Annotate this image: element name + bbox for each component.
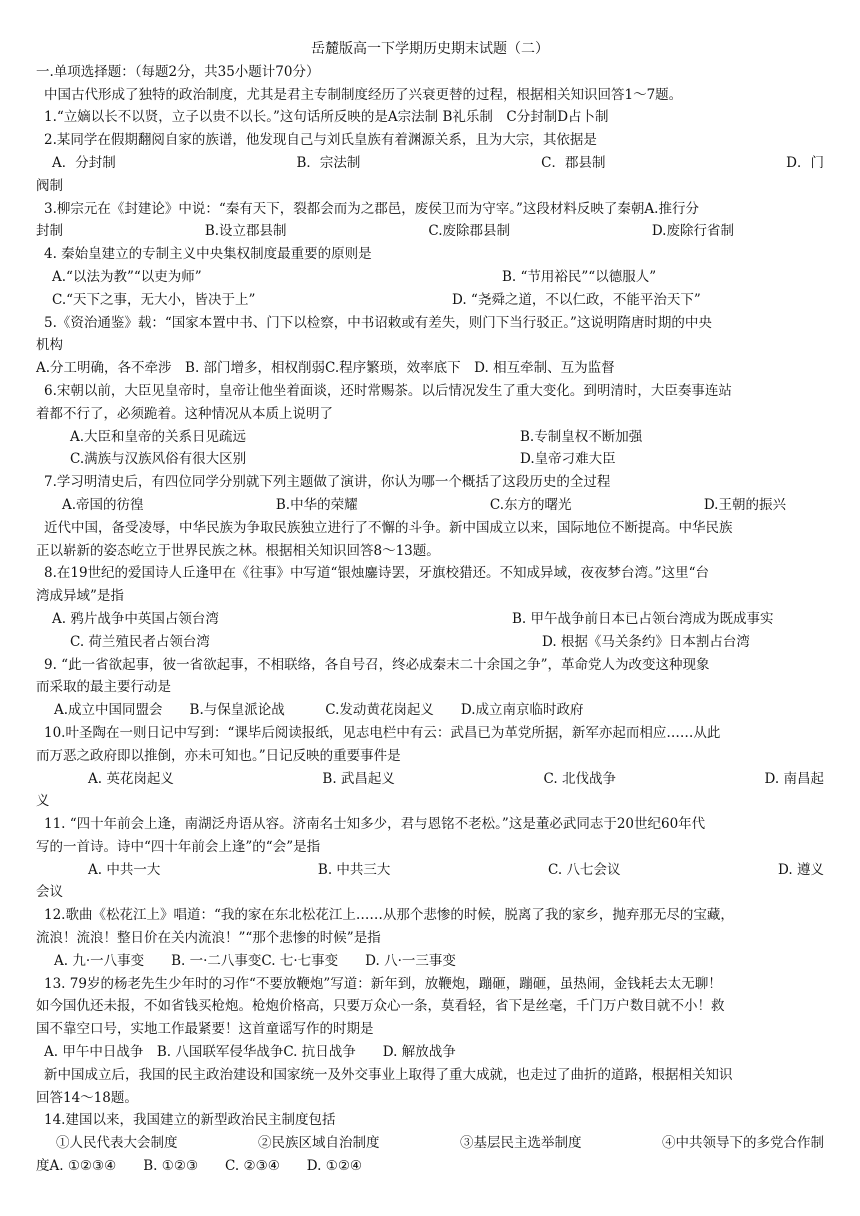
question-8-options-1 <box>36 608 824 631</box>
question-12-wrap: 流浪！流浪！整日价在关内流浪！”“那个悲惨的时候”是指 <box>36 930 381 947</box>
intro-text: 中国古代形成了独特的政治制度，尤其是君主专制制度经历了兴衰更替的过程，根据相关知识回答1～7题。 <box>44 86 683 103</box>
option-a: A. 英花岗起义 <box>88 770 174 787</box>
option-wrap: 阀制 <box>36 177 63 194</box>
option-c: C. 荷兰殖民者占领台湾 <box>70 633 210 650</box>
option-c: C.东方的曙光 <box>489 496 572 513</box>
option-b: B. 武昌起义 <box>322 770 395 787</box>
intro-text-wrap: 正以崭新的姿态屹立于世界民族之林。根据相关知识回答8～13题。 <box>36 542 440 559</box>
option-b: B. 甲午战争前日本已占领台湾成为既成事实 <box>512 610 774 627</box>
question-3: 3.柳宗元在《封建论》中说：“秦有天下，裂都会而为之郡邑，废侯卫而为守宰。”这段材料反映了秦朝A.推行分 <box>44 200 699 217</box>
option-b: B.设立郡县制 <box>204 223 287 240</box>
question-9-options: A.成立中国同盟会 B.与保皇派论战 C.发动黄花岗起义 D.成立南京临时政府 <box>54 702 584 719</box>
intro-text-wrap: 回答14～18题。 <box>36 1089 138 1106</box>
option-d: D.废除行省制 <box>651 223 734 240</box>
option-d: D.皇帝刁难大臣 <box>520 451 616 468</box>
option-d: D. 遵义 <box>778 861 824 878</box>
question-6-options-1 <box>36 426 824 449</box>
question-11-options <box>36 859 824 882</box>
option-d: D. 根据《马关条约》日本割占台湾 <box>542 633 750 650</box>
question-6-options-2 <box>36 448 824 471</box>
option-b: B.中华的荣耀 <box>275 496 358 513</box>
option-b: B. 中共三大 <box>317 861 391 878</box>
intro-text: 近代中国，备受凌辱，中华民族为争取民族独立进行了不懈的斗争。新中国成立以来，国际地位不断提高。中华民族 <box>44 519 733 536</box>
question-2: 2.某同学在假期翻阅自家的族谱，他发现自己与刘氏皇族有着渊源关系，且为大宗，其依据是 <box>44 132 597 149</box>
question-12: 12.歌曲《松花江上》唱道：“我的家在东北松花江上……从那个悲惨的时候，脱离了我的家乡，抛弃那无尽的宝藏， <box>44 907 734 924</box>
item-1: ①人民代表大会制度 <box>56 1135 178 1152</box>
option-c: C.满族与汉族风俗有很大区别 <box>70 451 247 468</box>
section-heading: 一.单项选择题：（每题2分，共35小题计70分） <box>36 63 320 80</box>
question-3-options <box>36 220 824 243</box>
option-a: A.帝国的彷徨 <box>62 496 144 513</box>
option-d: D．门 <box>786 154 824 171</box>
question-5: 5.《资治通鉴》载：“国家本置中书、门下以检察，中书诏敕或有差失，则门下当行驳正。”这说明隋唐时期的中央 <box>44 314 712 331</box>
question-11-wrap: 写的一首诗。诗中“四十年前会上逢”的“会”是指 <box>36 838 321 855</box>
question-9-wrap: 而采取的最主要行动是 <box>36 679 171 696</box>
question-2-options <box>36 152 824 175</box>
option-a: A. 鸦片战争中英国占领台湾 <box>52 610 219 627</box>
question-8: 8.在19世纪的爱国诗人丘逢甲在《往事》中写道“银烛鏖诗罢，牙旗校猎还。不知成异域，夜夜梦台湾。”这里“台 <box>44 565 710 582</box>
question-13-options: A. 甲午中日战争 B. 八国联军侵华战争C. 抗日战争 D. 解放战争 <box>44 1044 456 1061</box>
question-14-options: 度A. ①②③④ B. ①②③ C. ②③④ D. ①②④ <box>36 1158 363 1175</box>
question-5-wrap: 机构 <box>36 337 63 354</box>
option-b: B．宗法制 <box>296 154 361 171</box>
option-b: B.专制皇权不断加强 <box>520 428 643 445</box>
option-c: C.“天下之事，无大小，皆决于上” <box>52 291 256 308</box>
question-6: 6.宋朝以前，大臣见皇帝时，皇帝让他坐着面谈，还时常赐茶。以后情况发生了重大变化。到明清时，大臣奏事连站 <box>44 382 732 399</box>
option-wrap: 会议 <box>36 884 63 901</box>
question-11: 11. “四十年前会上逢，南湖泛舟语从容。济南名士知多少，君与恩铭不老松。”这是董必武同志于20世纪60年代 <box>44 816 706 833</box>
question-7-options <box>36 494 824 517</box>
question-12-options: A. 九·一八事变 B. 一·二八事变C. 七·七事变 D. 八·一三事变 <box>54 952 456 969</box>
question-13: 13. 79岁的杨老先生少年时的习作“不要放鞭炮”写道：新年到，放鞭炮，蹦砸，蹦砸，虽热闹，金钱耗去太无聊！ <box>44 975 722 992</box>
question-10-wrap: 而万恶之政府即以推倒，亦未可知也。”日记反映的重要事件是 <box>36 747 401 764</box>
intro-text: 新中国成立后，我国的民主政治建设和国家统一及外交事业上取得了重大成就，也走过了曲折的道路，根据相关知识 <box>44 1066 733 1083</box>
option-c: C. 八七会议 <box>548 861 621 878</box>
item-4: ④中共领导下的多党合作制 <box>662 1135 824 1152</box>
question-14: 14.建国以来，我国建立的新型政治民主制度包括 <box>44 1112 336 1129</box>
option-a: A. 中共一大 <box>88 861 161 878</box>
question-13-wrap: 如今国仇还未报，不如省钱买枪炮。枪炮价格高，只要万众心一条，莫看轻，省下是丝毫，千门万户数目就不小！救 <box>36 998 725 1015</box>
question-7: 7.学习明清史后，有四位同学分别就下列主题做了演讲，你认为哪一个概括了这段历史的全过程 <box>44 474 611 491</box>
item-2: ②民族区域自治制度 <box>258 1135 380 1152</box>
question-4-options-2 <box>36 289 824 312</box>
option-c: C.废除郡县制 <box>428 223 511 240</box>
question-5-options: A.分工明确，各不牵涉 B. 部门增多，相权削弱C.程序繁琐，效率底下 D. 相互牵制、互为监督 <box>36 360 615 377</box>
option-a: A.“以法为教”“以吏为师” <box>52 268 202 285</box>
question-14-items <box>36 1132 824 1155</box>
option-wrap: 封制 <box>36 223 63 240</box>
question-8-wrap: 湾成异域”是指 <box>36 588 124 605</box>
question-10-options <box>36 768 824 791</box>
question-4-options-1 <box>36 266 824 289</box>
option-d: D. 南昌起 <box>764 770 824 787</box>
option-d: D. “尧舜之道，不以仁政，不能平治天下” <box>452 291 701 308</box>
option-a: A．分封制 <box>52 154 116 171</box>
option-a: A.大臣和皇帝的关系日见疏远 <box>70 428 247 445</box>
question-9: 9. “此一省欲起事，彼一省欲起事，不相联络，各自号召，终必成秦末二十余国之争”，革命党人为改变这种现象 <box>44 656 710 673</box>
option-c: C. 北伐战争 <box>543 770 616 787</box>
question-1: 1.“立嫡以长不以贤，立子以贵不以长。”这句话所反映的是A宗法制 B礼乐制 C分封制D占卜制 <box>44 109 609 126</box>
question-8-options-2 <box>36 631 824 654</box>
question-6-wrap: 着都不行了，必须跪着。这种情况从本质上说明了 <box>36 405 333 422</box>
item-3: ③基层民主选举制度 <box>460 1135 582 1152</box>
option-d: D.王朝的振兴 <box>703 496 786 513</box>
option-b: B. “节用裕民”“以德服人” <box>502 268 657 285</box>
question-13-wrap-2: 国不靠空口号，实地工作最紧要！这首童谣写作的时期是 <box>36 1021 374 1038</box>
page-title: 岳麓版高一下学期历史期末试题（二） <box>311 41 549 57</box>
option-wrap: 义 <box>36 793 50 810</box>
question-4: 4. 秦始皇建立的专制主义中央集权制度最重要的原则是 <box>44 246 372 263</box>
option-c: C．郡县制 <box>541 154 606 171</box>
question-10: 10.叶圣陶在一则日记中写到：“课毕后阅读报纸，见志电栏中有云：武昌已为革党所据，新军亦起而相应……从此 <box>44 724 721 741</box>
